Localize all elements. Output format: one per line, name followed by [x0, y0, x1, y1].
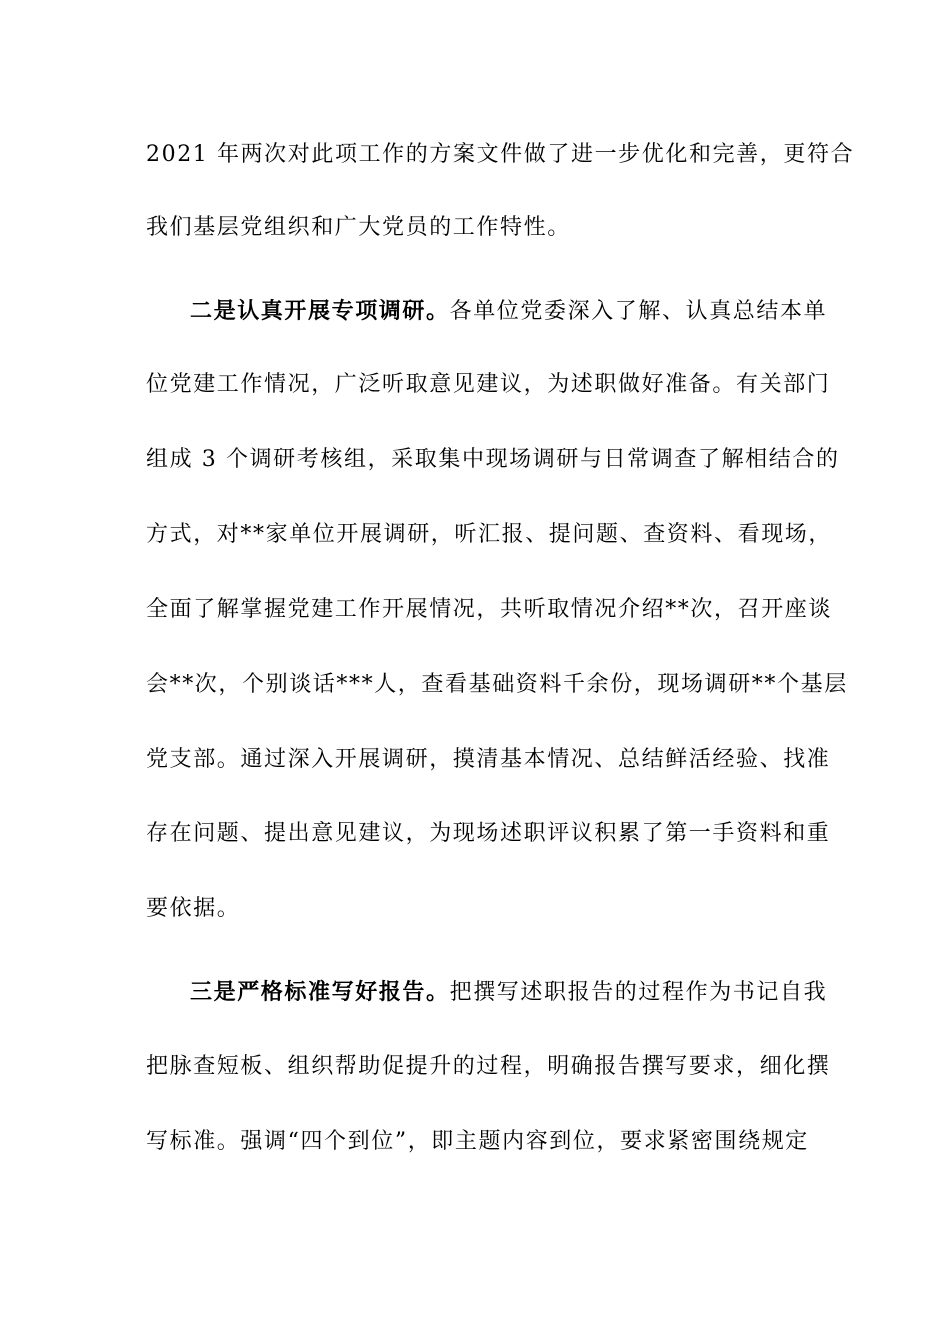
paragraph-heading: 三是严格标准写好报告。: [190, 980, 450, 1005]
text-line: 2021 年两次对此项工作的方案文件做了进一步优化和完善，更符合: [146, 142, 855, 167]
text-line: [190, 978, 827, 1008]
text-line: 我们基层党组织和广大党员的工作特性。: [146, 215, 571, 240]
text-line: 写标准。强调“四个到位”，即主题内容到位，要求紧密围绕规定: [146, 1129, 809, 1154]
text-line: [190, 297, 827, 327]
text-line: 全面了解掌握党建工作开展情况，共听取情况介绍**次，召开座谈: [146, 597, 833, 622]
text-line: 要依据。: [146, 896, 241, 921]
text-line: 方式，对**家单位开展调研，听汇报、提问题、查资料、看现场，: [146, 522, 833, 547]
text-line: 会**次，个别谈话***人，查看基础资料千余份，现场调研**个基层: [146, 672, 848, 697]
text-line-content: 各单位党委深入了解、认真总结本单: [449, 299, 828, 324]
text-line: 存在问题、提出意见建议，为现场述职评议积累了第一手资料和重: [146, 821, 831, 846]
text-line: 位党建工作情况，广泛听取意见建议，为述职做好准备。有关部门: [146, 372, 831, 397]
text-line: 把脉查短板、组织帮助促提升的过程，明确报告撰写要求，细化撰: [146, 1054, 831, 1079]
paragraph-heading: 二是认真开展专项调研。: [190, 299, 450, 324]
text-line: 党支部。通过深入开展调研，摸清基本情况、总结鲜活经验、找准: [146, 747, 831, 772]
text-line-content: 把撰写述职报告的过程作为书记自我: [449, 980, 828, 1005]
text-line: 组成 3 个调研考核组，采取集中现场调研与日常调查了解相结合的: [146, 447, 840, 472]
